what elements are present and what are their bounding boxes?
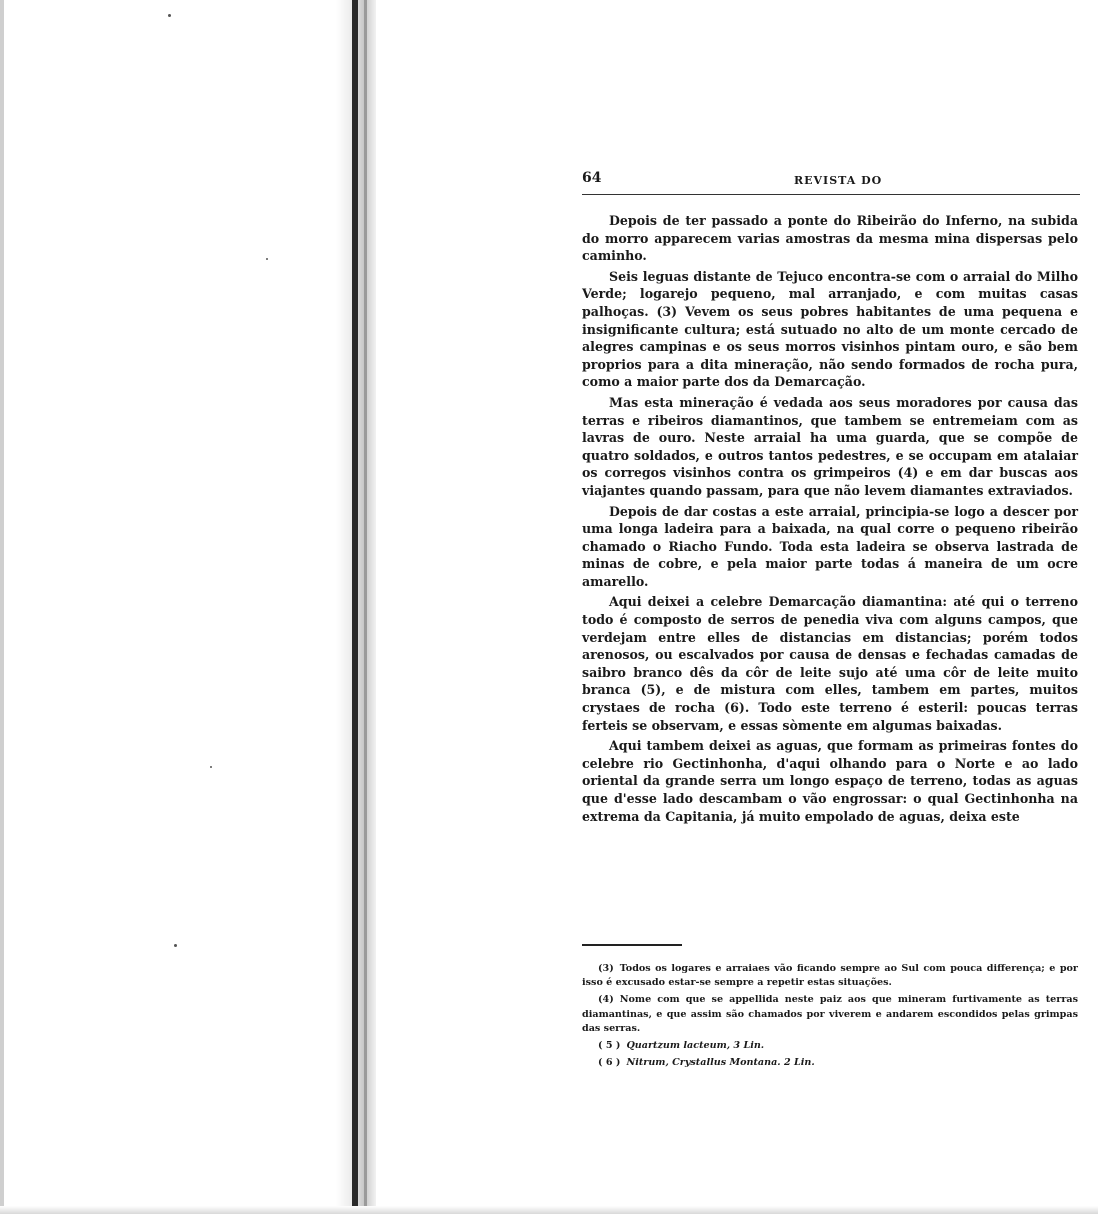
paragraph: Aqui deixei a celebre Demarcação diamantina: até qui o terreno todo é composto de serros de penedia viva com alguns campos, que verdejam entre elles de distancias em distancias; porém todos arenosos, ou escalvados por causa de densas e fechadas camadas de saibro branco dês da côr de leite sujo até uma côr de leite muito branca (5), e de mistura com elles, tambem em partes, muitos crystaes de rocha (6). Todo este terreno é esteril: poucas terras ferteis se observam, e essas sòmente em algumas baixadas. xyxy=(582,594,1078,733)
footnotes xyxy=(582,962,1078,1073)
footnote-number: ( 5 ) xyxy=(598,1040,621,1052)
footnote xyxy=(582,962,1078,990)
footnote-text: Nitrum, Crystallus Montana. 2 Lin. xyxy=(626,1057,815,1069)
footnote xyxy=(582,1056,1078,1070)
scan-speck xyxy=(168,14,171,17)
footnote-number: ( 6 ) xyxy=(598,1057,621,1069)
footnote-text: Quartzum lacteum, 3 Lin. xyxy=(626,1040,765,1052)
scan-speck xyxy=(210,766,212,768)
scan-speck xyxy=(266,258,268,260)
footnote xyxy=(582,993,1078,1036)
paragraph: Depois de ter passado a ponte do Ribeirão do Inferno, na subida do morro apparecem varias amostras da mesma mina dispersas pelo caminho. xyxy=(582,213,1078,264)
paragraph: Aqui tambem deixei as aguas, que formam as primeiras fontes do celebre rio Gectinhonha, d'aqui olhando para o Norte e ao lado oriental da grande serra um longo espaço de terreno, todas as aguas que d'esse lado descambam o vão engrossar: o qual Gectinhonha na extrema da Capitania, já muito empolado de aguas, deixa este xyxy=(582,738,1078,824)
running-head: REVISTA DO xyxy=(794,174,883,187)
footnote-text: Nome com que se appellida neste paiz aos que mineram furtivamente as terras diamantinas, e que assim são chamados por viverem e andarem escondidos pelas grimpas das serras. xyxy=(582,994,1078,1034)
body-text xyxy=(582,212,1078,828)
paragraph: Mas esta mineração é vedada aos seus moradores por causa das terras e ribeiros diamantinos, que tambem se entremeiam com as lavras de ouro. Neste arraial ha uma guarda, que se compõe de quatro soldados, e outros tantos pedestres, e se occupam em atalaiar os corregos visinhos contra os grimpeiros (4) e em dar buscas aos viajantes quando passam, para que não levem diamantes extraviados. xyxy=(582,394,1078,498)
paragraph: Seis leguas distante de Tejuco encontra-se com o arraial do Milho Verde; logarejo pequeno, mal arranjado, e com muitas casas palhoças. (3) Vevem os seus pobres habitantes de uma pequena e insignificante cultura; está sutuado no alto de um monte cercado de alegres campinas e os seus morros visinhos pintam ouro, e são bem proprios para a dita mineração, não sendo formados de rocha pura, como a maior parte dos da Demarcação. xyxy=(582,268,1078,390)
scan-speck xyxy=(174,944,177,947)
paragraph: Depois de dar costas a este arraial, principia-se logo a descer por uma longa ladeira para a baixada, na qual corre o pequeno ribeirão chamado o Riacho Fundo. Toda esta ladeira se observa lastrada de minas de cobre, e pela maior parte todas á maneira de um ocre amarello. xyxy=(582,503,1078,589)
footnote-number: (4) xyxy=(598,994,614,1006)
binding-gutter xyxy=(352,0,358,1214)
page-header xyxy=(582,168,1080,195)
bottom-page-edge xyxy=(0,1206,1098,1214)
binding-gutter-edge xyxy=(364,0,367,1214)
footnote-number: (3) xyxy=(598,963,614,974)
footnote-text: Todos os logares e arraiaes vão ficando sempre ao Sul com pouca differença; e por isso é excusado estar-se sempre a repetir estas situações. xyxy=(582,963,1078,989)
footnote xyxy=(582,1039,1078,1053)
footnote-rule xyxy=(582,944,682,946)
page-number: 64 xyxy=(582,170,602,186)
left-page-edge xyxy=(0,0,4,1214)
